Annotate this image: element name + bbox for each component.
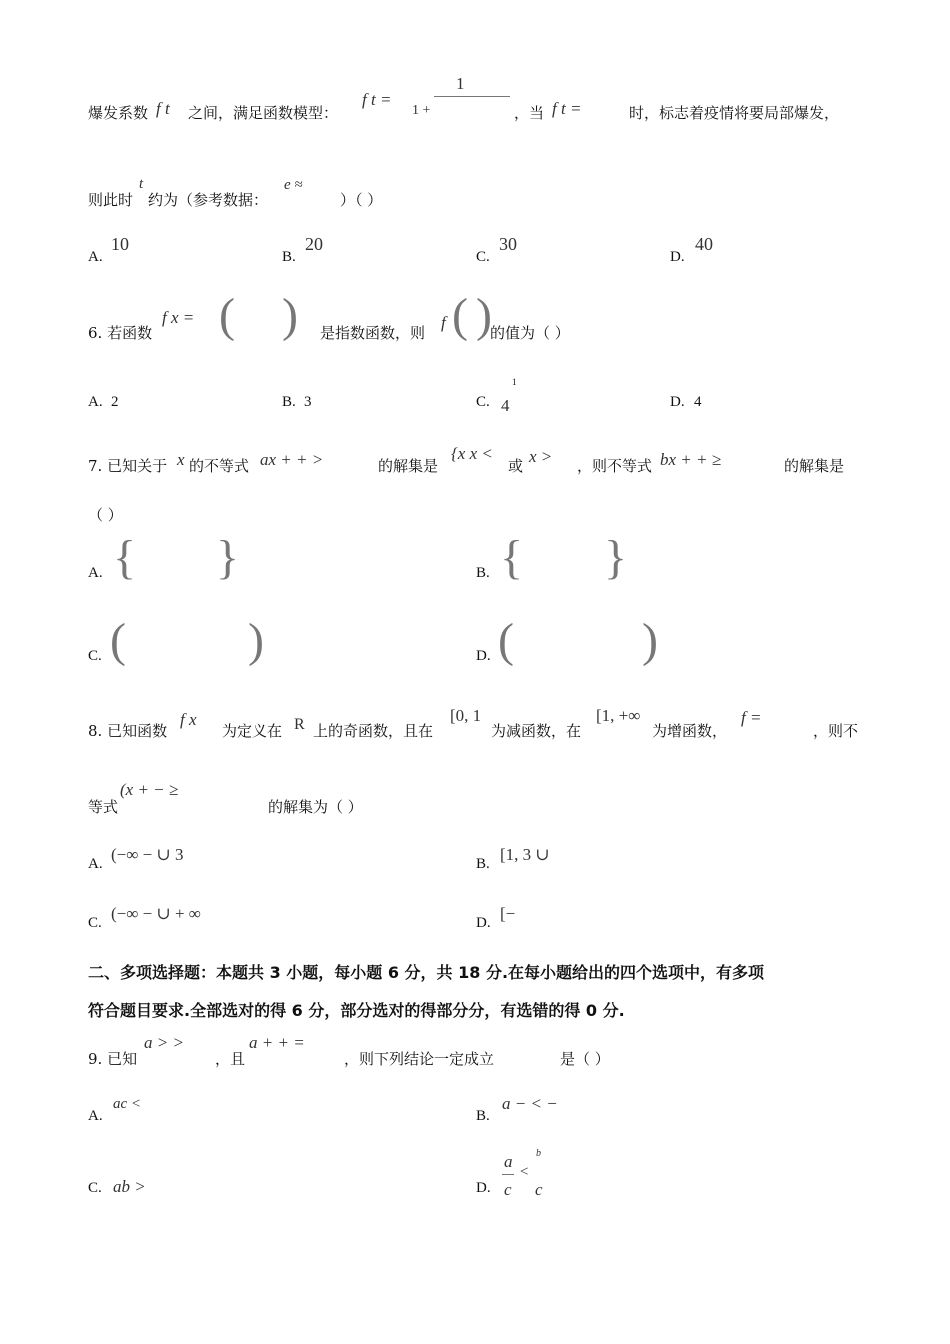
q8-text-a: 8. 已知函数 <box>88 722 168 740</box>
option-left-paren: ( <box>110 614 126 667</box>
option-right-brace: } <box>604 531 628 584</box>
q7-set-part-1: {x x < <box>451 444 493 463</box>
q8-text-g: 等式 <box>88 798 119 816</box>
option-label: B. <box>282 249 296 265</box>
option-label: D. <box>670 394 685 410</box>
q5-text-e: 则此时 <box>88 191 134 209</box>
q6-arg-left-paren: ( <box>452 289 468 342</box>
q7-paren: （ ） <box>88 506 123 524</box>
option-value: (−∞ − ∪ 3 <box>111 845 184 864</box>
q7-inequality-2: bx + + ≥ <box>660 450 722 469</box>
q9-text-c: ，则下列结论一定成立 <box>344 1050 495 1068</box>
q8-text-f: ，则不 <box>813 722 859 740</box>
option-numerator-2: b <box>536 1148 541 1159</box>
q8-text-h: 的解集为（ ） <box>268 798 363 816</box>
option-value: ab > <box>113 1177 146 1196</box>
option-label: D. <box>476 1180 491 1196</box>
q8-text-b: 为定义在 <box>222 722 283 740</box>
option-value: (−∞ − ∪ + ∞ <box>111 904 201 923</box>
option-sup: 1 <box>512 377 517 387</box>
option-label: A. <box>88 394 103 410</box>
option-label: A. <box>88 249 103 265</box>
option-value: a − < − <box>502 1094 558 1113</box>
q9-text-d: 是（ ） <box>560 1050 610 1068</box>
option-label: D. <box>670 249 685 265</box>
q6-right-paren: ) <box>282 289 298 342</box>
option-relation: < <box>519 1164 530 1180</box>
option-label: B. <box>476 856 490 872</box>
option-denominator-2: c <box>535 1180 543 1199</box>
q8-text-e: 为增函数， <box>652 722 728 740</box>
option-value: 20 <box>305 234 323 254</box>
q5-text-d: 时，标志着疫情将要局部爆发， <box>629 104 840 122</box>
option-value: 4 <box>694 394 702 410</box>
option-value: 30 <box>499 234 517 254</box>
option-right-paren: ) <box>248 614 264 667</box>
option-label: C. <box>88 648 102 664</box>
q7-x: x <box>177 450 185 469</box>
q7-or: 或 <box>508 457 524 475</box>
q7-text-a: 7. 已知关于 <box>88 457 168 475</box>
option-value: [1, 3 ∪ <box>500 845 550 864</box>
q5-text-g: ）（ ） <box>340 191 383 209</box>
section-2-line-1: 二、多项选择题：本题共 3 小题，每小题 6 分，共 18 分.在每小题给出的四个选项中，有多项 <box>88 963 765 982</box>
q9-condition-1: a > > <box>144 1033 184 1052</box>
q8-inequality: (x + − ≥ <box>120 780 179 799</box>
q8-condition: f = <box>741 708 762 727</box>
option-label: D. <box>476 648 491 664</box>
option-value: 10 <box>111 234 129 254</box>
q5-ft: f t <box>156 99 170 118</box>
q5-fraction-bar <box>434 96 510 97</box>
option-label: B. <box>476 565 490 581</box>
option-value: ac < <box>113 1096 142 1112</box>
q9-text-b: ，且 <box>215 1050 246 1068</box>
option-left-brace: { <box>113 531 137 584</box>
option-left-paren: ( <box>498 614 514 667</box>
q7-text-c: 的解集是 <box>378 457 439 475</box>
q6-f: f <box>441 313 446 332</box>
q8-interval-2: [1, +∞ <box>596 706 641 725</box>
option-value: 40 <box>695 234 713 254</box>
q8-interval-1: [0, 1 <box>450 706 482 725</box>
option-label: C. <box>88 1180 102 1196</box>
option-value: 2 <box>111 394 119 410</box>
q5-model-denominator: 1 + <box>412 103 431 118</box>
option-label: A. <box>88 856 103 872</box>
option-label: D. <box>476 915 491 931</box>
q5-t: t <box>139 176 144 192</box>
q5-text-c: ，当 <box>514 104 545 122</box>
q6-text-a: 6. 若函数 <box>88 324 153 342</box>
option-numerator: a <box>504 1152 513 1171</box>
option-right-brace: } <box>216 531 240 584</box>
option-label: A. <box>88 565 103 581</box>
option-label: C. <box>476 249 490 265</box>
q5-text-b: 之间，满足函数模型： <box>188 104 339 122</box>
option-label: B. <box>476 1108 490 1124</box>
q6-arg-right-paren: ) <box>476 289 492 342</box>
q7-text-e: 的解集是 <box>784 457 845 475</box>
option-fraction-bar <box>502 1174 514 1175</box>
q5-text-f: 约为（参考数据： <box>148 191 269 209</box>
q5-text-a: 爆发系数 <box>88 104 149 122</box>
q5-condition: f t = <box>552 99 582 118</box>
q8-text-c: 上的奇函数，且在 <box>313 722 434 740</box>
q8-fx: f x <box>180 710 197 729</box>
option-denominator: c <box>504 1180 512 1199</box>
option-label: C. <box>476 394 490 410</box>
q6-text-b: 是指数函数，则 <box>320 324 426 342</box>
q5-reference: e ≈ <box>284 177 303 193</box>
option-left-brace: { <box>500 531 524 584</box>
option-value: 3 <box>304 394 312 410</box>
q8-text-d: 为减函数，在 <box>491 722 582 740</box>
option-value: [− <box>500 904 516 923</box>
q7-text-d: ，则不等式 <box>577 457 653 475</box>
option-label: A. <box>88 1108 103 1124</box>
option-value: 4 <box>501 396 510 415</box>
section-2-line-2: 符合题目要求.全部选对的得 6 分，部分选对的得部分分，有选错的得 0 分. <box>88 1001 625 1020</box>
q7-set-part-2: x > <box>529 447 553 466</box>
option-label: B. <box>282 394 296 410</box>
option-label: C. <box>88 915 102 931</box>
q7-inequality-1: ax + + > <box>260 450 324 469</box>
q6-fx: f x = <box>162 308 195 327</box>
q6-text-c: 的值为（ ） <box>490 324 570 342</box>
q6-left-paren: ( <box>219 289 235 342</box>
q7-text-b: 的不等式 <box>189 457 250 475</box>
q9-text-a: 9. 已知 <box>88 1050 138 1068</box>
q9-condition-2: a + + = <box>249 1033 305 1052</box>
q8-R: R <box>294 716 305 733</box>
option-right-paren: ) <box>642 614 658 667</box>
q5-model-numerator: 1 <box>456 74 465 93</box>
q5-model-lhs: f t = <box>362 90 392 109</box>
